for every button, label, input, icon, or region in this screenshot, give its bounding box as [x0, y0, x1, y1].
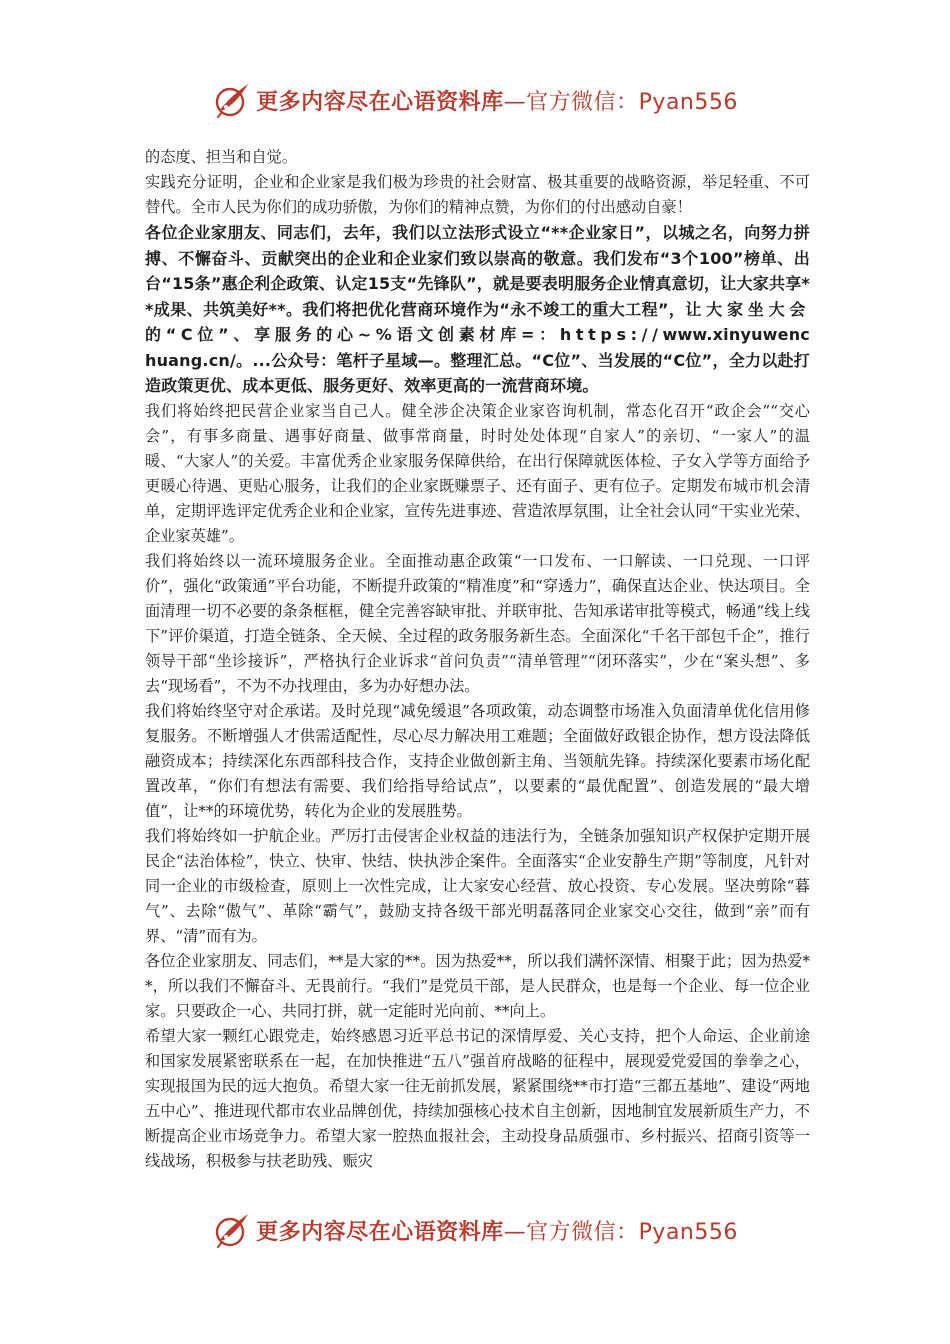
- header-banner-contact: 官方微信：Pyan556: [526, 89, 738, 115]
- footer-banner: [0, 1208, 950, 1252]
- paragraph: 我们将始终如一护航企业。严厉打击侵害企业权益的违法行为，全链条加强知识产权保护定期开展民企“法治体检”，快立、快审、快结、快执涉企案件。全面落实“企业安静生产期”等制度，凡针对同一企业的市级检查，原则上一次性完成，让大家安心经营、放心投资、专心发展。坚决剪除“暮气”、去除“傲气”、革除“霸气”，鼓励支持各级干部光明磊落同企业家交心交往，做到“亲”而有界、“清”而有为。: [145, 826, 810, 945]
- feather-pen-icon: [212, 80, 252, 120]
- footer-banner-separator: —: [503, 1219, 527, 1245]
- header-banner-text: [256, 85, 738, 116]
- footer-banner-title: 更多内容尽在心语资料库: [256, 1219, 504, 1245]
- footer-banner-text: [256, 1215, 738, 1246]
- header-banner-separator: —: [503, 89, 527, 115]
- paragraph: 希望大家一颗红心跟党走，始终感恩习近平总书记的深情厚爱、关心支持，把个人命运、企业前途和国家发展紧密联系在一起，在加快推进“五八”强首府战略的征程中，展现爱党爱国的拳拳之心，实现报国为民的远大抱负。希望大家一往无前抓发展，紧紧围绕**市打造“三都五基地”、建设“两地五中心”、推进现代都市农业品牌创优，持续加强核心技术自主创新，因地制宜发展新质生产力，不断提高企业市场竞争力。希望大家一腔热血报社会，主动投身品质强市、乡村振兴、招商引资等一线战场，积极参与扶老助残、赈灾: [145, 1026, 810, 1170]
- bold-paragraph-part2: 让大家坐大会的“C位”、享服务的心~%语文创素材库=：https://: [145, 299, 810, 344]
- bold-paragraph-part1: 各位企业家朋友、同志们，去年，我们以立法形式设立“**企业家日”，以城之名，向努力拼搏、不懈奋斗、贡献突出的企业和企业家们致以崇高的敬意。我们发布“3个100”榜单、出台“15条”惠企利企政策、认定15支“先锋队”，就是要表明服务企业情真意切，让大家共享**成果、共筑美好**。我们将把优化营商环境作为“永不竣工的重大工程”，: [145, 223, 810, 319]
- paragraph: 各位企业家朋友、同志们，**是大家的**。因为热爱**，所以我们满怀深情、相聚于此；因为热爱**，所以我们不懈奋斗、无畏前行。“我们”是党员干部，是人民群众，也是每一个企业、每一位企业家。只要政企一心、共同打拼，就一定能时光向前、**向上。: [145, 951, 810, 1020]
- paragraph: 我们将始终以一流环境服务企业。全面推动惠企政策“一口发布、一口解读、一口兑现、一口评价”，强化“政策通”平台功能，不断提升政策的“精准度”和“穿透力”，确保直达企业、快达项目。全面清理一切不必要的条条框框，健全完善容缺审批、并联审批、告知承诺审批等模式，畅通“线上线下”评价渠道，打造全链条、全天候、全过程的政务服务新生态。全面深化“千名干部包千企”，推行领导干部“坐诊接诉”，严格执行企业诉求“首问负责”“清单管理”“闭环落实”，少在“案头想”、多去“现场看”，不为不办找理由，多为办好想办法。: [145, 551, 810, 695]
- document-body: [145, 145, 810, 1174]
- paragraph: 的态度、担当和自觉。: [145, 148, 297, 166]
- feather-pen-icon: [212, 1210, 252, 1250]
- footer-banner-contact: 官方微信：Pyan556: [526, 1219, 738, 1245]
- paragraph: 实践充分证明，企业和企业家是我们极为珍贵的社会财富、极其重要的战略资源，举足轻重、不可替代。全市人民为你们的成功骄傲，为你们的精神点赞，为你们的付出感动自豪！: [145, 173, 810, 216]
- bold-paragraph: [145, 220, 810, 399]
- paragraph: 我们将始终把民营企业家当自己人。健全涉企决策企业家咨询机制，常态化召开“政企会”“交心会”，有事多商量、遇事好商量、做事常商量，时时处处体现“自家人”的亲切、“一家人”的温暖、“大家人”的关爱。丰富优秀企业家服务保障供给，在出行保障就医体检、子女入学等方面给予更暖心待遇、更贴心服务，让我们的企业家既赚票子、还有面子、更有位子。定期发布城市机会清单，定期评选评定优秀企业和企业家，宣传先进事迹、营造浓厚氛围，让全社会认同“干实业光荣、企业家英雄”。: [145, 401, 810, 545]
- paragraph: 我们将始终坚守对企承诺。及时兑现“减免缓退”各项政策，动态调整市场准入负面清单优化信用修复服务。不断增强人才供需适配性，尽心尽力解决用工难题；全面做好政银企协作，想方设法降低融资成本；持续深化东西部科技合作，支持企业做创新主角、当领航先锋。持续深化要素市场化配置改革，“你们有想法有需要、我们给指导给试点”，以要素的“最优配置”、创造发展的“最大增值”，让**的环境优势，转化为企业的发展胜势。: [145, 701, 810, 820]
- bold-paragraph-part3: www.xinyuwenchuang.cn/。...公众号：笔杆子星域—。整理汇总。“C位”、当发展的“C位”，全力以赴打造政策更优、成本更低、服务更好、效率更高的一流营商环境。: [145, 325, 810, 395]
- header-banner-title: 更多内容尽在心语资料库: [256, 89, 504, 115]
- header-banner: [0, 78, 950, 122]
